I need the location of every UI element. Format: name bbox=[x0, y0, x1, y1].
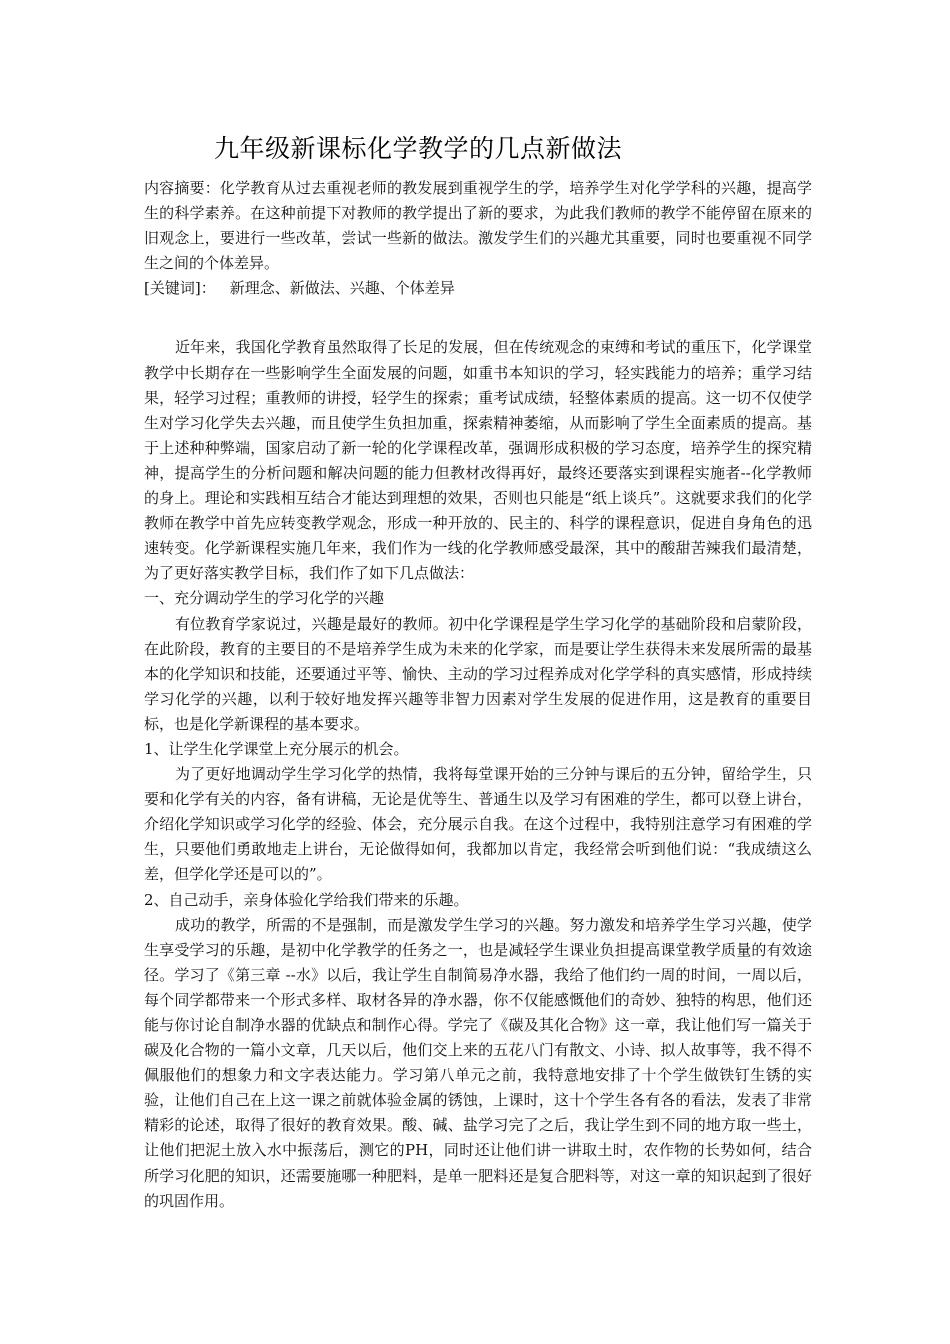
subsection-paragraph: 为了更好地调动学生学习化学的热情，我将每堂课开始的三分钟与课后的五分钟，留给学生，只要和化学有关的内容，备有讲稿，无论是优等生、普通生以及学习有困难的学生，都可以登上讲台，介绍化学知识或学习化学的经验、体会，充分展示自我。在这个过程中，我特别注意学习有困难的学生，只要他们勇敢地走上讲台，无论做得如何，我都加以肯定，我经常会听到他们说：“我成绩这么差，但学化学还是可以的”。 bbox=[144, 765, 812, 884]
document-body bbox=[144, 176, 812, 1214]
intro-paragraph: 近年来，我国化学教育虽然取得了长足的发展，但在传统观念的束缚和考试的重压下，化学课堂教学中长期存在一些影响学生全面发展的问题，如重书本知识的学习，轻实践能力的培养；重学习结果，轻学习过程；重教师的讲授，轻学生的探索；重考试成绩，轻整体素质的提高。这一切不仅使学生对学习化学失去兴趣，而且使学生负担加重，探索精神萎缩，从而影响了学生全面素质的提高。基于上述种种弊端，国家启动了新一轮的化学课程改革，强调形成积极的学习态度，培养学生的探究精神，提高学生的分析问题和解决问题的能力但教材改得再好，最终还要落实到课程实施者--化学教师的身上。理论和实践相互结合才能达到理想的效果，否则也只能是“纸上谈兵”。这就要求我们的化学教师在教学中首先应转变教学观念，形成一种开放的、民主的、科学的课程意识，促进自身角色的迅速转变。化学新课程实施几年来，我们作为一线的化学教师感受最深，其中的酸甜苦辣我们最清楚，为了更好落实教学目标，我们作了如下几点做法： bbox=[144, 338, 812, 583]
section-paragraph: 有位教育学家说过，兴趣是最好的教师。初中化学课程是学生学习化学的基础阶段和启蒙阶段，在此阶段，教育的主要目的不是培养学生成为未来的化学家，而是要让学生获得未来发展所需的最基本的化学知识和技能，还要通过平等、愉快、主动的学习过程养成对化学学科的真实感情，形成持续学习化学的兴趣，以利于较好地发挥兴趣等非智力因素对学生发展的促进作用，这是教育的重要目标，也是化学新课程的基本要求。 bbox=[144, 614, 812, 733]
section-heading: 一、充分调动学生的学习化学的兴趣 bbox=[144, 589, 385, 608]
keywords-label: [关键词]： bbox=[144, 279, 216, 298]
document-title: 九年级新课标化学教学的几点新做法 bbox=[213, 134, 622, 163]
paragraph-spacer bbox=[144, 301, 812, 335]
subsection-heading: 1、让学生化学课堂上充分展示的机会。 bbox=[144, 739, 409, 758]
abstract-paragraph: 内容摘要：化学教育从过去重视老师的教发展到重视学生的学，培养学生对化学学科的兴趣，提高学生的科学素养。在这种前提下对教师的教学提出了新的要求，为此我们教师的教学不能停留在原来的旧观念上，要进行一些改革，尝试一些新的做法。激发学生们的兴趣尤其重要，同时也要重视不同学生之间的个体差异。 bbox=[144, 179, 812, 273]
keywords-line bbox=[144, 276, 812, 301]
subsection-heading: 2、自己动手，亲身体验化学给我们带来的乐趣。 bbox=[144, 890, 469, 909]
subsection-paragraph: 成功的教学，所需的不是强制，而是激发学生学习的兴趣。努力激发和培养学生学习兴趣，使学生享受学习的乐趣，是初中化学教学的任务之一，也是减轻学生课业负担提高课堂教学质量的有效途径。学习了《第三章 --水》以后，我让学生自制简易净水器，我给了他们约一周的时间，一周以后，每个同学都带来一个形式多样、取材各异的净水器，你不仅能感慨他们的奇妙、独特的构思，他们还能与你讨论自制净水器的优缺点和制作心得。学完了《碳及其化合物》这一章，我让他们写一篇关于碳及化合物的一篇小文章，几天以后，他们交上来的五花八门有散文、小诗、拟人故事等，我不得不佩服他们的想象力和文字表达能力。学习第八单元之前，我特意地安排了十个学生做铁钉生锈的实验，让他们自己在上这一课之前就体验金属的锈蚀，上课时，这十个学生各有各的看法，发表了非常精彩的论述，取得了很好的教育效果。酸、碱、盐学习完了之后，我让学生到不同的地方取一些土，让他们把泥土放入水中振荡后，测它的PH，同时还让他们讲一讲取土时，农作物的长势如何，结合所学习化肥的知识，还需要施哪一种肥料，是单一肥料还是复合肥料等，对这一章的知识起到了很好的巩固作用。 bbox=[144, 915, 812, 1210]
keywords-value: 新理念、新做法、兴趣、个体差异 bbox=[229, 279, 455, 298]
